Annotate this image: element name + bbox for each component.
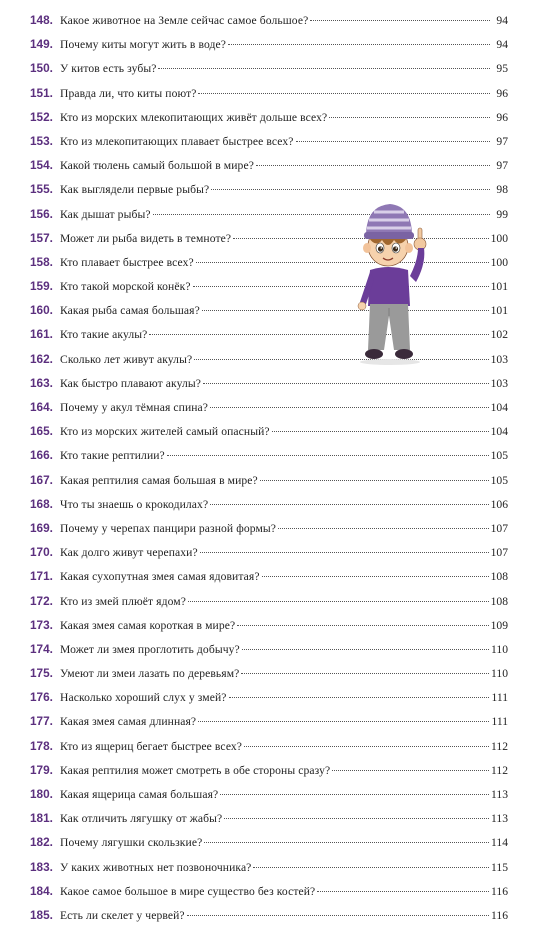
dot-leader [228,44,490,45]
entry-page-number: 111 [491,691,508,705]
entry-number: 182. [30,835,53,850]
dot-leader [200,552,489,553]
toc-entry [0,298,540,322]
dot-leader [202,310,489,311]
dot-leader [256,165,490,166]
entry-number: 158. [30,254,53,269]
dot-leader [203,383,489,384]
entry-number: 154. [30,158,53,173]
entry-page-number: 97 [496,134,508,148]
entry-page-number: 96 [496,110,508,124]
dot-leader [332,770,489,771]
entry-title: Кто такие рептилии? [60,449,165,463]
toc-entry [0,129,540,153]
entry-number: 170. [30,545,53,560]
entry-title: Как дышат рыбы? [60,207,151,221]
entry-title: Как выглядели первые рыбы? [60,183,210,197]
entry-number: 157. [30,230,53,245]
entry-page-number: 98 [496,183,508,197]
dot-leader [229,697,490,698]
entry-title: Может ли рыба видеть в темноте? [60,231,232,245]
entry-page-number: 99 [496,207,508,221]
toc-entry [0,903,540,927]
entry-page-number: 113 [491,812,508,826]
entry-number: 180. [30,787,53,801]
entry-page-number: 109 [490,618,508,632]
dot-leader [198,721,489,722]
dot-leader [187,915,489,916]
toc-entry [0,685,540,709]
dot-leader [204,842,489,843]
toc-entry [0,419,540,443]
entry-title: Какая змея самая длинная? [60,715,197,729]
entry-title: Кто из морских жителей самый опасный? [60,425,270,439]
entry-title: Почему у акул тёмная спина? [60,401,209,414]
entry-page-number: 94 [496,14,508,27]
dot-leader [237,625,488,626]
entry-title: Как быстро плавают акулы? [60,376,201,390]
entry-number: 177. [30,714,53,729]
entry-page-number: 107 [490,521,508,535]
toc-entry [0,516,540,540]
entry-page-number: 104 [490,425,508,439]
pointing-hand [414,228,426,250]
right-shoe [395,349,413,359]
entry-title: Какая ящерица самая большая? [60,788,219,801]
entry-number: 156. [30,206,53,221]
entry-title: У каких животных нет позвоночника? [60,860,252,874]
entry-title: Кто из морских млекопитающих живёт дольше всех? [60,110,328,124]
entry-title: Кто из ящериц бегает быстрее всех? [60,739,243,753]
entry-page-number: 94 [496,38,508,52]
toc-entry [0,879,540,903]
entry-title: Почему у черепах панцири разной формы? [60,521,277,535]
entry-title: Какая рептилия может смотреть в обе стороны сразу? [60,763,331,777]
toc-entry [0,250,540,274]
entry-number: 162. [30,351,53,366]
entry-page-number: 96 [496,86,508,100]
toc-entry [0,589,540,613]
striped-beanie [364,204,414,239]
toc-entry [0,855,540,879]
toc-entry [0,564,540,588]
entry-number: 152. [30,109,53,124]
entry-title: Кто плавает быстрее всех? [60,255,194,269]
toc-entry [0,322,540,346]
dot-leader [272,431,489,432]
entry-number: 166. [30,448,53,463]
entry-page-number: 100 [490,231,508,245]
dot-leader [188,601,489,602]
toc-entry [0,830,540,854]
dot-leader [194,359,488,360]
entry-title: Сколько лет живут акулы? [60,352,193,366]
entry-number: 149. [30,37,53,52]
entry-page-number: 97 [496,159,508,173]
entry-title: Может ли змея проглотить добычу? [60,642,240,656]
entry-page-number: 116 [491,884,508,898]
entry-number: 155. [30,182,53,197]
dot-leader [310,20,490,21]
entry-number: 181. [30,811,53,826]
entry-number: 153. [30,133,53,148]
toc-entry [0,153,540,177]
entry-title: Какая змея самая короткая в мире? [60,618,236,632]
entry-page-number: 114 [491,836,508,850]
entry-number: 171. [30,569,53,584]
entry-title: Как долго живут черепахи? [60,546,198,560]
entry-title: Почему лягушки скользкие? [60,836,203,850]
entry-number: 165. [30,424,53,439]
entry-title: Какая рыба самая большая? [60,304,200,318]
entry-page-number: 108 [490,594,508,608]
entry-number: 185. [30,907,53,922]
entry-page-number: 105 [490,473,508,487]
entry-title: У китов есть зубы? [60,62,157,76]
entry-number: 184. [30,883,53,898]
entry-page-number: 100 [490,255,508,269]
toc-entry [0,540,540,564]
entry-page-number: 108 [490,570,508,584]
entry-title: Какой тюлень самый большой в мире? [60,159,254,173]
toc-entry [0,709,540,733]
toc-entry [0,443,540,467]
dot-leader [317,891,489,892]
toc-entry [0,226,540,250]
entry-title: Почему киты могут жить в воде? [60,38,227,52]
entry-number: 161. [30,327,53,342]
cartoon-boy-illustration [352,198,438,366]
toc-entry [0,613,540,637]
toc-entry [0,32,540,56]
entry-title: Правда ли, что киты поют? [60,86,197,100]
toc-entry [0,347,540,371]
entry-page-number: 105 [490,449,508,463]
dot-leader [242,649,489,650]
dot-leader [158,68,490,69]
entry-title: Насколько хороший слух у змей? [60,691,227,705]
entry-number: 172. [30,593,53,608]
toc-entry [0,492,540,516]
entry-page-number: 112 [491,739,508,753]
toc-entry [0,105,540,129]
entry-page-number: 113 [491,788,508,801]
entry-title: Какое самое большое в мире существо без костей? [60,884,316,898]
entry-page-number: 106 [490,497,508,511]
entry-page-number: 110 [491,667,508,681]
left-shoe [365,349,383,359]
dot-leader [329,117,490,118]
entry-page-number: 102 [490,328,508,342]
entry-title: Какое животное на Земле сейчас самое большое? [60,14,309,27]
dot-leader [260,480,489,481]
entry-page-number: 101 [490,280,508,294]
entry-page-number: 115 [491,860,508,874]
toc-entry [0,758,540,782]
entry-number: 168. [30,496,53,511]
dot-leader [253,867,489,868]
dot-leader [153,214,490,215]
toc-entry [0,468,540,492]
entry-page-number: 101 [490,304,508,318]
toc-entry [0,177,540,201]
toc-entry [0,637,540,661]
entry-title: Что ты знаешь о крокодилах? [60,497,209,511]
entry-page-number: 107 [490,546,508,560]
toc-entry [0,81,540,105]
entry-number: 169. [30,520,53,535]
toc-entry [0,56,540,80]
entry-number: 167. [30,472,53,487]
dot-leader [193,286,489,287]
entry-number: 148. [30,13,53,27]
entry-page-number: 95 [496,62,508,76]
toc-entry [0,8,540,32]
entry-title: Кто такие акулы? [60,328,148,342]
entry-title: Умеют ли змеи лазать по деревьям? [60,667,240,681]
entry-page-number: 112 [491,763,508,777]
toc-entry [0,371,540,395]
entry-title: Какая рептилия самая большая в мире? [60,473,258,487]
entry-number: 183. [30,859,53,874]
entry-page-number: 116 [491,908,508,922]
purple-sweater [368,267,410,306]
entry-title: Какая сухопутная змея самая ядовитая? [60,570,260,584]
toc-entry [0,782,540,806]
entry-title: Есть ли скелет у червей? [60,908,185,922]
entry-title: Кто такой морской конёк? [60,280,191,294]
entry-number: 163. [30,375,53,390]
toc-entry [0,274,540,298]
entry-page-number: 111 [491,715,508,729]
dot-leader [278,528,489,529]
entry-title: Кто из змей плюёт ядом? [60,594,186,608]
entry-number: 176. [30,690,53,705]
entry-number: 173. [30,617,53,632]
dot-leader [241,673,489,674]
entry-number: 164. [30,400,53,414]
table-of-contents [0,8,540,927]
entry-number: 160. [30,303,53,318]
entry-title: Кто из млекопитающих плавает быстрее всех? [60,134,294,148]
dot-leader [296,141,490,142]
dot-leader [244,746,489,747]
entry-number: 175. [30,666,53,681]
entry-number: 159. [30,279,53,294]
entry-page-number: 110 [491,642,508,656]
entry-number: 174. [30,641,53,656]
entry-number: 151. [30,85,53,100]
dot-leader [198,93,490,94]
toc-entry [0,734,540,758]
entry-number: 150. [30,61,53,76]
dot-leader [210,504,488,505]
dot-leader [262,576,489,577]
dot-leader [210,407,489,408]
dot-leader [196,262,489,263]
entry-number: 179. [30,762,53,777]
dot-leader [211,189,490,190]
toc-entry [0,661,540,685]
dot-leader [220,794,489,795]
toc-entry [0,395,540,419]
entry-number: 178. [30,738,53,753]
dot-leader [224,818,489,819]
dot-leader [167,455,489,456]
entry-page-number: 104 [490,401,508,414]
entry-page-number: 103 [490,376,508,390]
toc-entry [0,202,540,226]
entry-title: Как отличить лягушку от жабы? [60,812,223,826]
toc-entry [0,806,540,830]
entry-page-number: 103 [490,352,508,366]
